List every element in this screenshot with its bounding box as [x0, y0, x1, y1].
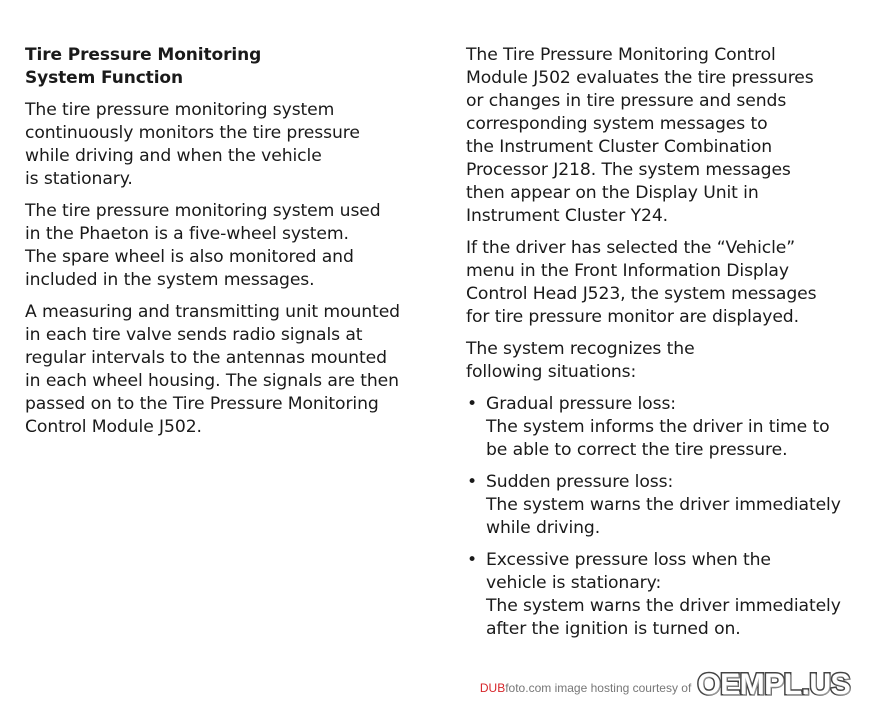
- credit-brand: DUB: [479, 681, 506, 695]
- credit-text[interactable]: [480, 681, 691, 695]
- paragraph-control-module: The Tire Pressure Monitoring Control Module J502 evaluates the tire pressures or changes in tire pressure and sends corresponding system messages to the Instrument Cluster Combination Processor J218. The system messages then appear on the Display Unit in Instrument Cluster Y24.: [466, 45, 814, 226]
- paragraph-monitoring-overview: The tire pressure monitoring system continuously monitors the tire pressure while driving and when the vehicle is stationary.: [25, 100, 360, 189]
- list-item: [466, 471, 861, 540]
- image-hosting-credit: [480, 668, 850, 702]
- bullet-icon: •: [467, 472, 478, 492]
- paragraph-five-wheel-system: The tire pressure monitoring system used in the Phaeton is a five-wheel system. The spare wheel is also monitored and included in the system messages.: [25, 201, 381, 290]
- bullet-body: The system warns the driver immediately after the ignition is turned on.: [486, 596, 841, 639]
- left-column: [25, 44, 425, 448]
- oempl-logo[interactable]: OEMPL.US: [697, 668, 850, 701]
- list-item: [466, 393, 861, 462]
- list-item: [466, 549, 861, 641]
- bullet-icon: •: [467, 394, 478, 414]
- bullet-body: The system informs the driver in time to be able to correct the tire pressure.: [486, 417, 830, 460]
- bullet-icon: •: [467, 550, 478, 570]
- credit-label: foto.com image hosting courtesy of: [505, 681, 692, 695]
- bullet-title: Sudden pressure loss:: [486, 472, 674, 492]
- right-column: [466, 44, 861, 650]
- paragraph-transmitting-unit: A measuring and transmitting unit mounted in each tire valve sends radio signals at regular intervals to the antennas mounted in each wheel housing. The signals are then passed on to the Tire Pressure Monitoring Control Module J502.: [25, 302, 400, 437]
- bullet-body: The system warns the driver immediately while driving.: [486, 495, 841, 538]
- situations-list: [466, 393, 861, 641]
- paragraph-vehicle-menu: If the driver has selected the “Vehicle” menu in the Front Information Display Control Head J523, the system messages for tire pressure monitor are displayed.: [466, 238, 817, 327]
- bullet-title: Gradual pressure loss:: [486, 394, 676, 414]
- bullet-title: Excessive pressure loss when the vehicle is stationary:: [486, 550, 771, 593]
- section-heading: Tire Pressure Monitoring System Function: [25, 45, 262, 88]
- paragraph-situations-intro: The system recognizes the following situations:: [466, 339, 695, 382]
